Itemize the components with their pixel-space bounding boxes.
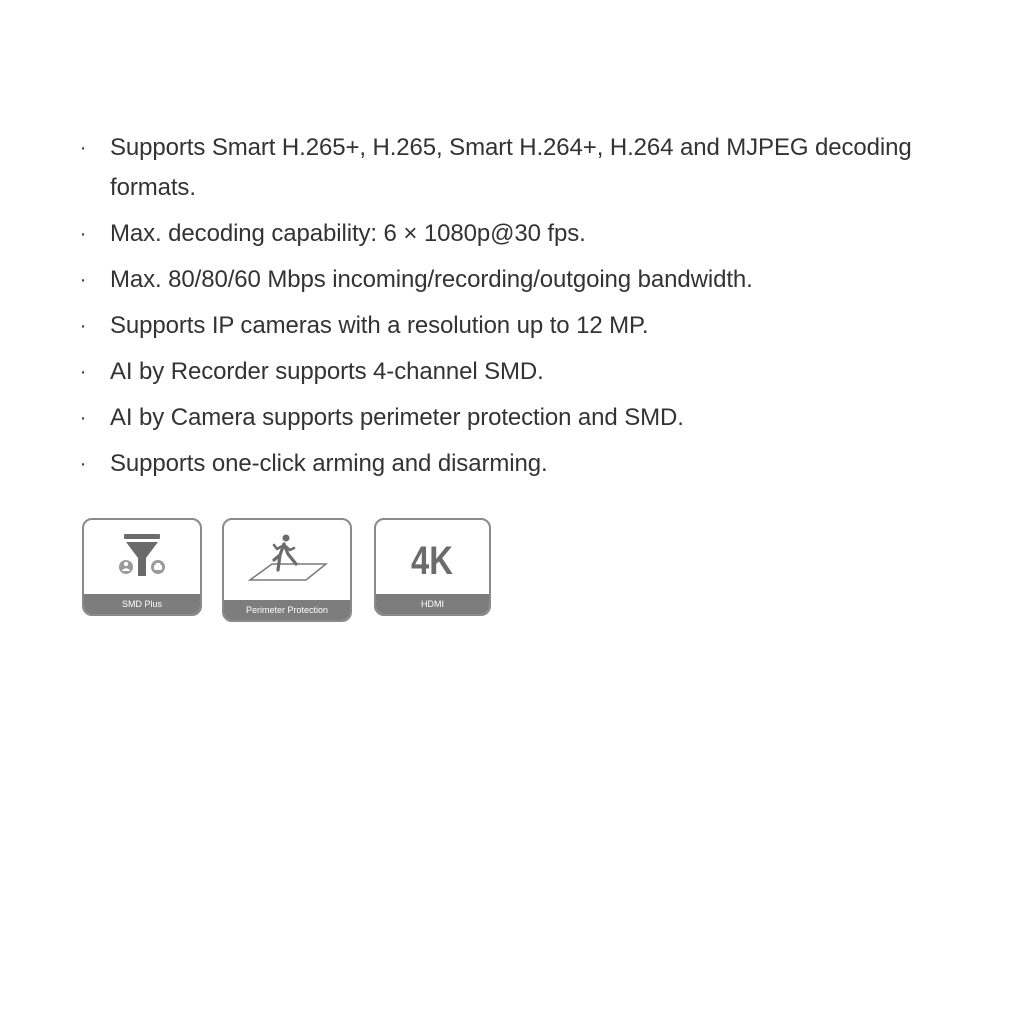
badge-caption: SMD Plus bbox=[84, 594, 200, 614]
hdmi-4k-badge bbox=[374, 518, 491, 616]
bullet-icon: · bbox=[79, 453, 87, 475]
perimeter-protection-badge bbox=[222, 518, 352, 622]
feature-text: Max. decoding capability: 6 × 1080p@30 fps. bbox=[110, 220, 586, 247]
smd-plus-icon bbox=[84, 520, 200, 594]
feature-item bbox=[74, 128, 934, 208]
bullet-icon: · bbox=[79, 361, 87, 383]
feature-item bbox=[74, 352, 934, 392]
bullet-icon: · bbox=[79, 269, 87, 291]
feature-text: Max. 80/80/60 Mbps incoming/recording/outgoing bandwidth. bbox=[110, 266, 753, 293]
feature-item bbox=[74, 398, 934, 438]
bullet-icon: · bbox=[79, 137, 87, 159]
feature-list bbox=[74, 128, 934, 490]
perimeter-protection-icon bbox=[224, 520, 350, 600]
bullet-icon: · bbox=[79, 223, 87, 245]
4k-icon bbox=[376, 520, 489, 594]
4k-label: 4K bbox=[411, 537, 453, 583]
feature-text: Supports IP cameras with a resolution up to 12 MP. bbox=[110, 312, 649, 339]
badge-caption: Perimeter Protection bbox=[224, 600, 350, 620]
bullet-icon: · bbox=[79, 315, 87, 337]
feature-item bbox=[74, 260, 934, 300]
badge-caption: HDMI bbox=[376, 594, 489, 614]
smd-plus-badge bbox=[82, 518, 202, 616]
bullet-icon: · bbox=[79, 407, 87, 429]
feature-text: AI by Recorder supports 4-channel SMD. bbox=[110, 358, 544, 385]
feature-text: AI by Camera supports perimeter protection and SMD. bbox=[110, 404, 684, 431]
feature-text: Supports one-click arming and disarming. bbox=[110, 450, 548, 477]
feature-item bbox=[74, 306, 934, 346]
feature-item bbox=[74, 444, 934, 484]
feature-text: Supports Smart H.265+, H.265, Smart H.264+, H.264 and MJPEG decoding formats. bbox=[110, 134, 912, 201]
feature-item bbox=[74, 214, 934, 254]
